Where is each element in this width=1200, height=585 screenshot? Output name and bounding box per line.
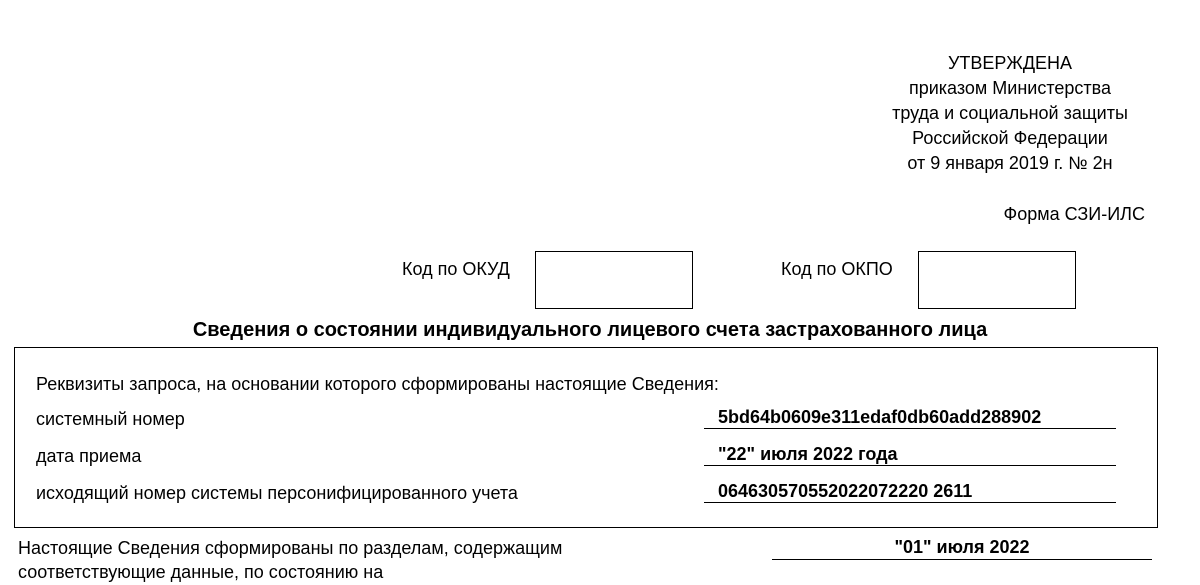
approval-line: Российской Федерации xyxy=(912,128,1108,148)
system-number-value: 5bd64b0609e311edaf0db60add288902 xyxy=(704,406,1116,429)
okud-code-field[interactable] xyxy=(535,251,693,309)
system-number-label: системный номер xyxy=(36,409,185,429)
statement-line: Настоящие Сведения сформированы по разделам, содержащим xyxy=(18,538,563,558)
okpo-code-field[interactable] xyxy=(918,251,1076,309)
approval-block xyxy=(850,51,1170,176)
receipt-date-label: дата приема xyxy=(36,446,142,466)
receipt-date-value: "22" июля 2022 года xyxy=(704,443,1116,466)
outgoing-number-value: 064630570552022072220 2611 xyxy=(704,480,1116,503)
approval-line: труда и социальной защиты xyxy=(892,103,1128,123)
approval-line: приказом Министерства xyxy=(908,78,1112,98)
okpo-label: Код по ОКПО xyxy=(781,259,893,279)
approval-line: от 9 января 2019 г. № 2н xyxy=(907,153,1113,173)
approval-line: УТВЕРЖДЕНА xyxy=(947,53,1073,73)
document-title: Сведения о состоянии индивидуального лицевого счета застрахованного лица xyxy=(192,319,988,341)
form-name: Форма СЗИ-ИЛС xyxy=(1003,204,1145,224)
request-heading: Реквизиты запроса, на основании которого сформированы настоящие Сведения: xyxy=(36,374,719,394)
statement-text xyxy=(18,536,562,584)
statement-date: "01" июля 2022 xyxy=(772,535,1152,560)
statement-line: соответствующие данные, по состоянию на xyxy=(18,562,384,582)
okud-label: Код по ОКУД xyxy=(402,259,510,279)
outgoing-number-label: исходящий номер системы персонифицированного учета xyxy=(36,483,518,503)
